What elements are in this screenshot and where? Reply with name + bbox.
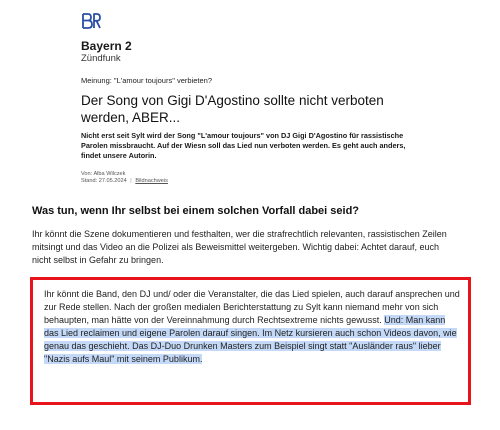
selected-text[interactable]: Und: Man kann das Lied reclaimen und eigene Parolen darauf singen. Im Netz kursieren auch schon Videos davon, wie genau das geschieht. Das DJ-Duo Drunken Masters zum Beispiel singt statt "Ausländer raus" lieber "Nazis aufs Maul" mit seinem Publikum.: [44, 315, 457, 364]
paragraph-reclaim-song[interactable]: [44, 288, 462, 366]
station-brand[interactable]: [81, 39, 132, 65]
article-kicker: Meinung: "L'amour toujours" verbieten?: [81, 76, 212, 85]
article-date-line: [81, 178, 411, 185]
article-header: [81, 76, 411, 185]
meta-separator: |: [130, 177, 132, 184]
article-meta: [81, 171, 411, 185]
article-author: Von: Alba Wilczek: [81, 170, 126, 177]
section-heading: Was tun, wenn Ihr selbst bei einem solchen Vorfall dabei seid?: [32, 205, 360, 217]
paragraph-document-scene: Ihr könnt die Szene dokumentieren und festhalten, wer die strafrechtlich relevanten, rassistischen Zeilen mitsingt und das Video an die Polizei als Beweismittel weitergeben. Wichtig dabei: Achtet darauf, euch nicht selbst in Gefahr zu bringen.: [32, 229, 447, 265]
br-logo[interactable]: [81, 12, 101, 30]
article-teaser: Nicht erst seit Sylt wird der Song "L'amour toujours" von DJ Gigi D'Agostino für rassistische Parolen missbraucht. Auf der Wiesn soll das Lied nun verboten werden. Es geht auch anders, findet unsere Autorin.: [81, 131, 406, 161]
station-name: Bayern 2: [81, 39, 132, 53]
article-headline: Der Song von Gigi D'Agostino sollte nicht verboten werden, ABER...: [81, 93, 384, 125]
image-credits-link[interactable]: Bildnachweis: [135, 177, 168, 184]
paragraph-plain-text: Ihr könnt die Band, den DJ und/ oder die Veranstalter, die das Lied spielen, auch darauf ansprechen und zur Rede stellen. Nach der großen medialen Berichterstattung zu Sylt kann niemand mehr von sich behaupten, man hätte von der Vereinnahmung durch Rechtsextreme nichts gewusst.: [44, 289, 460, 325]
program-name: Zündfunk: [81, 53, 121, 64]
article-date: Stand: 27.05.2024: [81, 177, 127, 184]
